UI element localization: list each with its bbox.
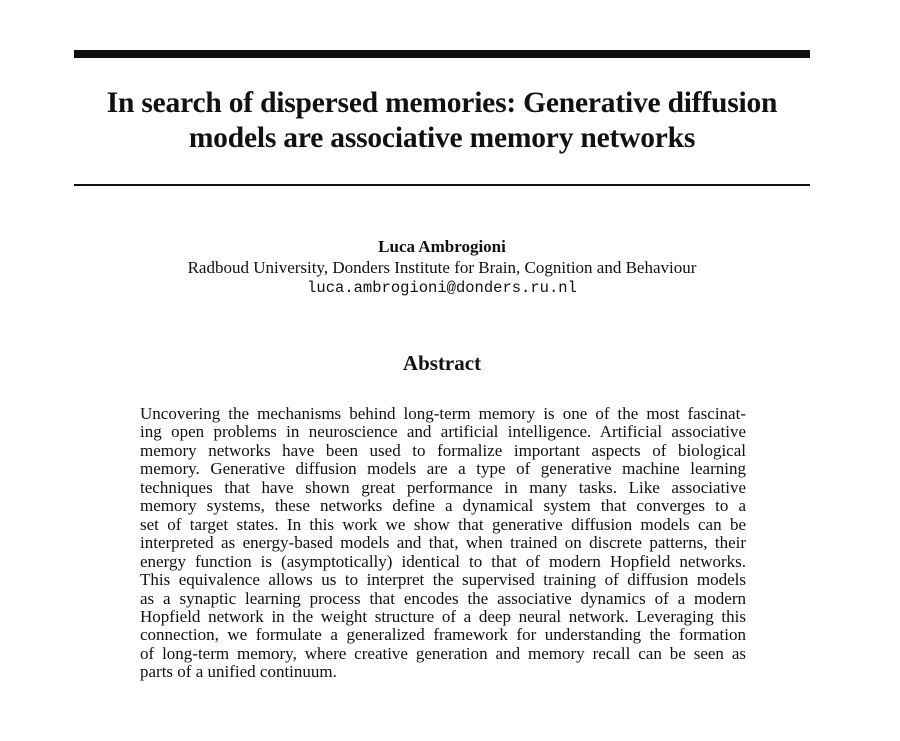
abstract-line: energy function is (asymptotically) identical to that of modern Hopfield networks. [140,551,746,571]
abstract-line: Hopfield network in the weight structure of a deep neural network. Leveraging this [140,606,746,626]
abstract-heading: Abstract [402,351,482,375]
abstract-line: memory. Generative diffusion models are a type of generative machine learning [140,459,746,479]
title-line: In search of dispersed memories: Generative diffusion [106,87,778,119]
title-top-rule [74,50,810,58]
abstract-line: techniques that have shown great performance in many tasks. Like associative [140,477,746,497]
abstract-line: memory systems, these networks define a dynamical system that converges to a [140,496,746,516]
abstract-line: memory networks have been used to formalize important aspects of biological [140,440,746,460]
author-affiliation: Radboud University, Donders Institute for Brain, Cognition and Behaviour [187,258,697,277]
abstract-line: set of target states. In this work we show that generative diffusion models can be [140,514,746,534]
abstract-line: ing open problems in neuroscience and artificial intelligence. Artificial associative [140,422,746,442]
author-block [74,236,810,299]
abstract-body [140,405,746,682]
abstract-line: Uncovering the mechanisms behind long-term memory is one of the most fascinat- [140,404,746,423]
title-bottom-rule [74,184,810,186]
author-email[interactable]: luca.ambrogioni@donders.ru.nl [307,279,577,297]
abstract-line: of long-term memory, where creative generation and memory recall can be seen as [140,643,746,663]
author-name: Luca Ambrogioni [378,237,506,256]
abstract-line: interpreted as energy-based models and that, when trained on discrete patterns, their [140,533,746,553]
title-line: models are associative memory networks [188,122,696,154]
abstract-line: as a synaptic learning process that encodes the associative dynamics of a modern [140,588,746,608]
abstract-line: parts of a unified continuum. [140,662,337,682]
abstract-line: This equivalence allows us to interpret the supervised training of diffusion models [140,570,746,590]
abstract-line: connection, we formulate a generalized framework for understanding the formation [140,625,746,645]
paper-title [60,86,824,156]
